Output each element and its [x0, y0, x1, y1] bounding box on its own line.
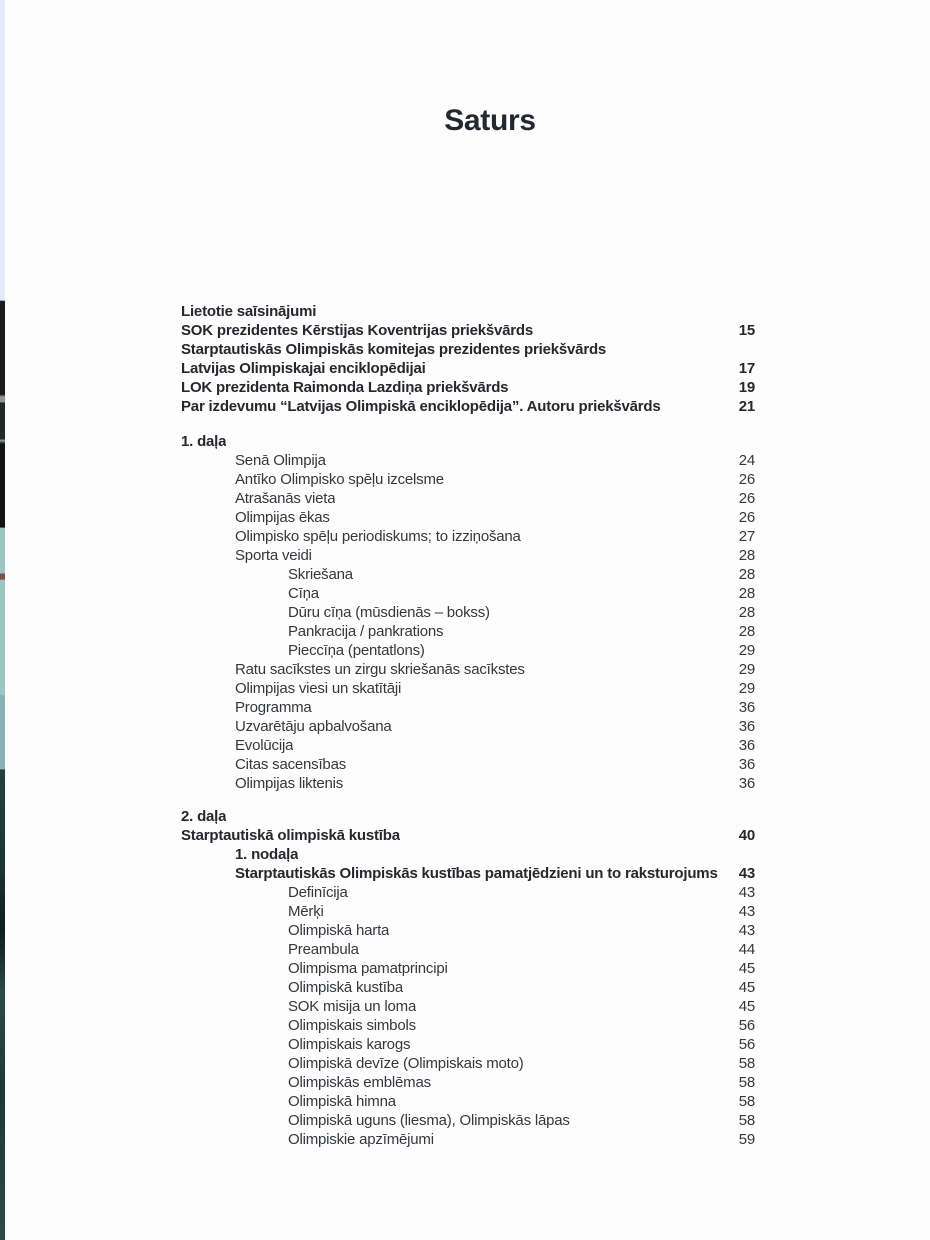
toc-entry: [181, 359, 755, 378]
toc-entry-page: 24: [738, 452, 755, 469]
toc-entry-page: 28: [738, 566, 755, 583]
toc-entry-label: Olimpijas liktenis: [235, 775, 344, 792]
toc-entry-label: Pankracija / pankrations: [288, 623, 444, 640]
toc-entry-label: Sporta veidi: [235, 547, 312, 564]
toc-entry-label: SOK prezidentes Kērstijas Koventrijas priekšvārds: [181, 322, 534, 339]
toc-entry-label: Olimpiskā uguns (liesma), Olimpiskās lāpas: [288, 1112, 570, 1129]
toc-entry-label: Olimpisko spēļu periodiskums; to izziņošana: [235, 528, 521, 545]
toc-entry: [181, 1130, 755, 1149]
toc-entry-label: Atrašanās vieta: [235, 490, 336, 507]
toc-entry-label: Olimpiskā harta: [288, 922, 390, 939]
toc-entry-page: 45: [738, 960, 755, 977]
toc-entry: [181, 378, 755, 397]
toc-entry-page: 15: [738, 322, 755, 339]
toc-entry-page: 58: [738, 1055, 755, 1072]
toc-entry: [181, 397, 755, 416]
toc-entry-page: 29: [738, 680, 755, 697]
toc-entry: [181, 883, 755, 902]
toc-entry-label: Citas sacensības: [235, 756, 347, 773]
toc-entry-label: 1. nodaļa: [235, 846, 299, 863]
toc-entry-label: Olimpiskais simbols: [288, 1017, 416, 1034]
toc-entry-page: 59: [738, 1131, 755, 1148]
toc-entry-label: Cīņa: [288, 585, 319, 602]
toc-entry-page: 58: [738, 1112, 755, 1129]
toc-entry: [181, 717, 755, 736]
toc-entry: [181, 622, 755, 641]
toc-entry: [181, 755, 755, 774]
toc-entry-page: 44: [738, 941, 755, 958]
toc-entry: [181, 641, 755, 660]
toc-entry-label: Uzvarētāju apbalvošana: [235, 718, 392, 735]
toc-entry-label: LOK prezidenta Raimonda Lazdiņa priekšvārds: [181, 379, 509, 396]
toc-entry: [181, 940, 755, 959]
toc-entry: [181, 774, 755, 793]
toc-entry-label: Antīko Olimpisko spēļu izcelsme: [235, 471, 444, 488]
page-title: Saturs: [444, 104, 536, 137]
toc-entry: [181, 489, 755, 508]
toc-entry: [181, 997, 755, 1016]
toc-entry-label: Olimpijas viesi un skatītāji: [235, 680, 402, 697]
toc-entry: [181, 736, 755, 755]
toc-entry: [181, 546, 755, 565]
toc-entry-label: Olimpiskā devīze (Olimpiskais moto): [288, 1055, 524, 1072]
toc-entry-label: Preambula: [288, 941, 359, 958]
scan-edge-artifact: [0, 0, 5, 1240]
toc-entry-label: Dūru cīņa (mūsdienās – bokss): [288, 604, 490, 621]
toc-entry-page: 27: [738, 528, 755, 545]
toc-entry-page: 43: [738, 884, 755, 901]
toc-entry-label: Skriešana: [288, 566, 353, 583]
toc-entry-label: Senā Olimpija: [235, 452, 326, 469]
toc-entry-page: 19: [738, 379, 755, 396]
toc-entry: [181, 1092, 755, 1111]
toc-entry-page: 36: [738, 737, 755, 754]
toc-entry-page: 36: [738, 718, 755, 735]
toc-entry-page: 56: [738, 1017, 755, 1034]
toc-entry-page: 36: [738, 699, 755, 716]
toc-entry: [181, 978, 755, 997]
toc-entry-page: 26: [738, 471, 755, 488]
toc-entry: [181, 1035, 755, 1054]
toc-entry: [181, 921, 755, 940]
toc-entry: [181, 1111, 755, 1130]
toc-entry-page: 40: [738, 827, 755, 844]
toc-entry: [181, 1054, 755, 1073]
toc-entry-page: 26: [738, 509, 755, 526]
toc-entry: [181, 1073, 755, 1092]
toc-entry-page: 29: [738, 642, 755, 659]
toc-entry: [181, 698, 755, 717]
toc-entry-label: Olimpiskais karogs: [288, 1036, 411, 1053]
toc-entry: [181, 321, 755, 340]
toc-entry-label: Latvijas Olimpiskajai enciklopēdijai: [181, 360, 426, 377]
toc-entry: [181, 565, 755, 584]
title-wrap: [50, 0, 930, 140]
toc-entry-label: Olimpiskā kustība: [288, 979, 403, 996]
toc-entry: [181, 451, 755, 470]
toc-entry-page: 58: [738, 1074, 755, 1091]
toc-entry-label: Olimpiskie apzīmējumi: [288, 1131, 434, 1148]
toc-entry-page: 26: [738, 490, 755, 507]
toc-entry: [181, 679, 755, 698]
toc-entry-label: Olimpisma pamatprincipi: [288, 960, 448, 977]
toc-entry-label: Mērķi: [288, 903, 324, 920]
toc-entry-label: Definīcija: [288, 884, 348, 901]
toc-entry-label: Starptautiskās Olimpiskās kustības pamatjēdzieni un to raksturojums: [235, 865, 718, 882]
toc-entry: [181, 902, 755, 921]
toc-entry-page: 45: [738, 979, 755, 996]
toc-entry-label: Lietotie saīsinājumi: [181, 303, 317, 320]
toc-entry-label: Olimpijas ēkas: [235, 509, 330, 526]
toc-entry-label: Ratu sacīkstes un zirgu skriešanās sacīkstes: [235, 661, 525, 678]
toc-entry-page: 56: [738, 1036, 755, 1053]
toc-entry: [181, 1016, 755, 1035]
toc-entry-page: 36: [738, 756, 755, 773]
toc-entry: [181, 959, 755, 978]
toc-entry: [181, 807, 755, 826]
toc-entry: [181, 302, 755, 321]
toc-entry-label: Pieccīņa (pentatlons): [288, 642, 425, 659]
toc-entry: [181, 603, 755, 622]
toc-entry-label: Starptautiskās Olimpiskās komitejas prezidentes priekšvārds: [181, 341, 607, 358]
toc-entry: [181, 432, 755, 451]
toc-entry-page: 45: [738, 998, 755, 1015]
toc-entry-label: Olimpiskā himna: [288, 1093, 396, 1110]
toc-entry-page: 21: [738, 398, 755, 415]
toc-entry-page: 28: [738, 623, 755, 640]
toc-entry: [181, 826, 755, 845]
toc-entry-label: Programma: [235, 699, 312, 716]
table-of-contents: [181, 302, 755, 1149]
toc-entry-page: 43: [738, 922, 755, 939]
toc-entry-label: 2. daļa: [181, 808, 227, 825]
toc-entry-page: 58: [738, 1093, 755, 1110]
toc-entry-label: Starptautiskā olimpiskā kustība: [181, 827, 400, 844]
toc-entry-label: Par izdevumu “Latvijas Olimpiskā enciklopēdija”. Autoru priekšvārds: [181, 398, 661, 415]
toc-entry: [181, 527, 755, 546]
toc-entry-label: 1. daļa: [181, 433, 227, 450]
toc-entry-label: Olimpiskās emblēmas: [288, 1074, 431, 1091]
toc-entry: [181, 470, 755, 489]
toc-entry-page: 17: [738, 360, 755, 377]
toc-entry: [181, 340, 755, 359]
toc-entry: [181, 584, 755, 603]
toc-entry-page: 43: [738, 865, 755, 882]
toc-entry: [181, 845, 755, 864]
toc-entry-page: 28: [738, 604, 755, 621]
toc-entry: [181, 660, 755, 679]
toc-entry-page: 36: [738, 775, 755, 792]
toc-entry-page: 28: [738, 547, 755, 564]
toc-entry: [181, 864, 755, 883]
toc-entry-page: 29: [738, 661, 755, 678]
toc-entry: [181, 508, 755, 527]
toc-entry-page: 28: [738, 585, 755, 602]
toc-entry-label: SOK misija un loma: [288, 998, 417, 1015]
toc-entry-label: Evolūcija: [235, 737, 294, 754]
toc-entry-page: 43: [738, 903, 755, 920]
